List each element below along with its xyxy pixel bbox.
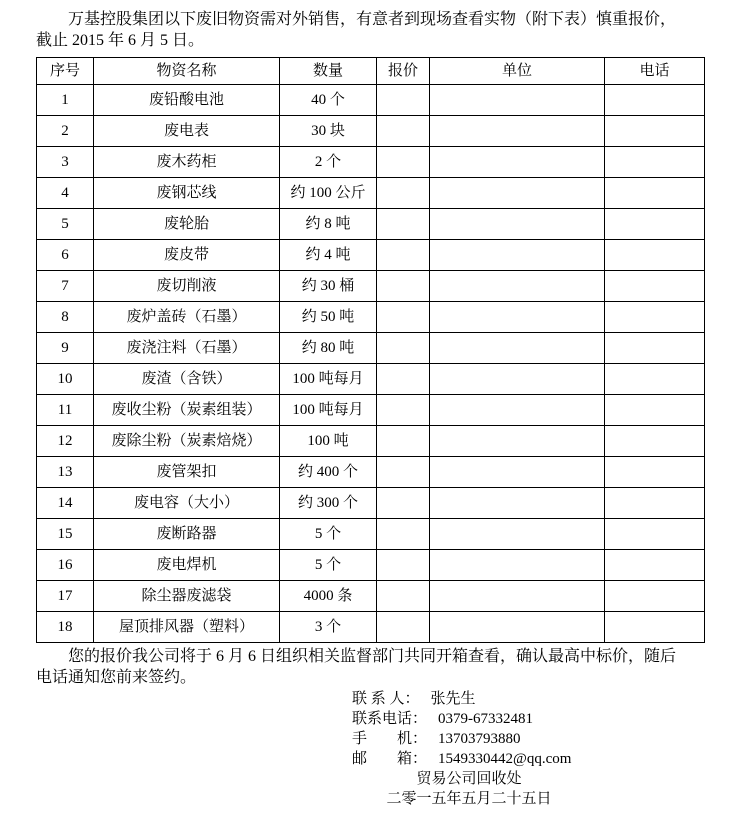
phone-cell: [605, 302, 705, 333]
quote-cell: [377, 519, 430, 550]
unit-cell: [430, 550, 605, 581]
table-row: [37, 581, 705, 612]
serial-number-cell: 14: [37, 488, 94, 519]
closing-line-1: 您的报价我公司将于 6 月 6 日组织相关监督部门共同开箱查看，确认最高中标价，随后: [68, 648, 677, 665]
phone-cell: [605, 426, 705, 457]
header-material-name: 物资名称: [94, 58, 280, 85]
material-name-cell: 废炉盖砖（石墨）: [94, 302, 280, 333]
intro-line-1: 万基控股集团以下废旧物资需对外销售，有意者到现场查看实物（附下表）慎重报价，: [68, 11, 677, 28]
quantity-cell: 100 吨每月: [280, 364, 377, 395]
phone-cell: [605, 85, 705, 116]
serial-number-cell: 15: [37, 519, 94, 550]
serial-number-cell: 4: [37, 178, 94, 209]
material-name-cell: 废除尘粉（炭素焙烧）: [94, 426, 280, 457]
table-row: [37, 488, 705, 519]
quote-cell: [377, 426, 430, 457]
phone-cell: [605, 271, 705, 302]
table-row: [37, 147, 705, 178]
phone-cell: [605, 488, 705, 519]
material-name-cell: 废电容（大小）: [94, 488, 280, 519]
contact-value: 0379-67332481: [438, 711, 534, 727]
contact-label: 手 机：: [352, 731, 428, 747]
contact-label: 联 系 人：: [352, 691, 420, 707]
header-phone: 电话: [605, 58, 705, 85]
phone-cell: [605, 612, 705, 643]
serial-number-cell: 18: [37, 612, 94, 643]
quantity-cell: 2 个: [280, 147, 377, 178]
material-name-cell: 废钢芯线: [94, 178, 280, 209]
unit-cell: [430, 116, 605, 147]
table-row: [37, 302, 705, 333]
table-row: [37, 333, 705, 364]
quantity-cell: 约 100 公斤: [280, 178, 377, 209]
header-serial-number: 序号: [37, 58, 94, 85]
intro-paragraph: [36, 9, 706, 51]
quantity-cell: 3 个: [280, 612, 377, 643]
material-name-cell: 废皮带: [94, 240, 280, 271]
serial-number-cell: 16: [37, 550, 94, 581]
unit-cell: [430, 333, 605, 364]
table-row: [37, 209, 705, 240]
table-row: [37, 364, 705, 395]
quote-cell: [377, 550, 430, 581]
quantity-cell: 约 400 个: [280, 457, 377, 488]
serial-number-cell: 12: [37, 426, 94, 457]
contact-row: [352, 709, 586, 729]
quote-cell: [377, 240, 430, 271]
quote-cell: [377, 395, 430, 426]
unit-cell: [430, 581, 605, 612]
header-quantity: 数量: [280, 58, 377, 85]
phone-cell: [605, 209, 705, 240]
header-quote: 报价: [377, 58, 430, 85]
quantity-cell: 约 50 吨: [280, 302, 377, 333]
date-line: 二零一五年五月二十五日: [386, 791, 552, 807]
quantity-cell: 5 个: [280, 519, 377, 550]
quote-cell: [377, 457, 430, 488]
quote-cell: [377, 116, 430, 147]
table-row: [37, 116, 705, 147]
quantity-cell: 约 30 桶: [280, 271, 377, 302]
material-name-cell: 废木药柜: [94, 147, 280, 178]
contact-label: 联系电话：: [352, 711, 428, 727]
material-name-cell: 除尘器废滤袋: [94, 581, 280, 612]
phone-cell: [605, 178, 705, 209]
quote-cell: [377, 364, 430, 395]
quote-cell: [377, 178, 430, 209]
serial-number-cell: 11: [37, 395, 94, 426]
table-row: [37, 519, 705, 550]
quote-cell: [377, 147, 430, 178]
table-row: [37, 612, 705, 643]
material-name-cell: 废管架扣: [94, 457, 280, 488]
quantity-cell: 4000 条: [280, 581, 377, 612]
quote-cell: [377, 488, 430, 519]
phone-cell: [605, 519, 705, 550]
unit-cell: [430, 85, 605, 116]
contact-row: [352, 689, 586, 709]
unit-cell: [430, 457, 605, 488]
material-name-cell: 废断路器: [94, 519, 280, 550]
quote-cell: [377, 612, 430, 643]
serial-number-cell: 2: [37, 116, 94, 147]
table-row: [37, 271, 705, 302]
serial-number-cell: 17: [37, 581, 94, 612]
unit-cell: [430, 147, 605, 178]
material-name-cell: 废电焊机: [94, 550, 280, 581]
unit-cell: [430, 426, 605, 457]
unit-cell: [430, 364, 605, 395]
table-row: [37, 85, 705, 116]
quantity-cell: 约 8 吨: [280, 209, 377, 240]
quantity-cell: 100 吨每月: [280, 395, 377, 426]
contact-block: [352, 689, 586, 809]
serial-number-cell: 9: [37, 333, 94, 364]
serial-number-cell: 5: [37, 209, 94, 240]
material-name-cell: 废切削液: [94, 271, 280, 302]
serial-number-cell: 3: [37, 147, 94, 178]
phone-cell: [605, 116, 705, 147]
serial-number-cell: 6: [37, 240, 94, 271]
contact-row: [352, 749, 586, 769]
material-name-cell: 废收尘粉（炭素组装）: [94, 395, 280, 426]
unit-cell: [430, 178, 605, 209]
header-unit: 单位: [430, 58, 605, 85]
unit-cell: [430, 519, 605, 550]
closing-paragraph: [36, 646, 706, 688]
materials-table: [36, 57, 705, 643]
serial-number-cell: 13: [37, 457, 94, 488]
quote-cell: [377, 271, 430, 302]
table-row: [37, 426, 705, 457]
quote-cell: [377, 85, 430, 116]
quote-cell: [377, 581, 430, 612]
phone-cell: [605, 457, 705, 488]
material-name-cell: 废浇注料（石墨）: [94, 333, 280, 364]
serial-number-cell: 10: [37, 364, 94, 395]
serial-number-cell: 7: [37, 271, 94, 302]
phone-cell: [605, 581, 705, 612]
material-name-cell: 废铅酸电池: [94, 85, 280, 116]
quote-cell: [377, 333, 430, 364]
unit-cell: [430, 395, 605, 426]
table-row: [37, 178, 705, 209]
table-row: [37, 550, 705, 581]
contact-value: 13703793880: [438, 731, 521, 747]
quantity-cell: 40 个: [280, 85, 377, 116]
phone-cell: [605, 364, 705, 395]
quantity-cell: 约 4 吨: [280, 240, 377, 271]
unit-cell: [430, 209, 605, 240]
phone-cell: [605, 333, 705, 364]
table-row: [37, 395, 705, 426]
unit-cell: [430, 612, 605, 643]
table-header-row: [37, 58, 705, 85]
serial-number-cell: 1: [37, 85, 94, 116]
quantity-cell: 约 80 吨: [280, 333, 377, 364]
quantity-cell: 30 块: [280, 116, 377, 147]
quote-cell: [377, 302, 430, 333]
material-name-cell: 废电表: [94, 116, 280, 147]
phone-cell: [605, 147, 705, 178]
material-name-cell: 屋顶排风器（塑料）: [94, 612, 280, 643]
quantity-cell: 5 个: [280, 550, 377, 581]
quantity-cell: 约 300 个: [280, 488, 377, 519]
table-row: [37, 457, 705, 488]
material-name-cell: 废轮胎: [94, 209, 280, 240]
quantity-cell: 100 吨: [280, 426, 377, 457]
contact-row: [352, 729, 586, 749]
phone-cell: [605, 550, 705, 581]
department-line: 贸易公司回收处: [416, 771, 522, 787]
table-body: [37, 85, 705, 643]
unit-cell: [430, 240, 605, 271]
contact-label: 邮 箱：: [352, 751, 428, 767]
serial-number-cell: 8: [37, 302, 94, 333]
table-row: [37, 240, 705, 271]
unit-cell: [430, 302, 605, 333]
unit-cell: [430, 271, 605, 302]
contact-value: 1549330442@qq.com: [438, 751, 572, 767]
intro-line-2: 截止 2015 年 6 月 5 日。: [36, 32, 205, 49]
material-name-cell: 废渣（含铁）: [94, 364, 280, 395]
phone-cell: [605, 240, 705, 271]
unit-cell: [430, 488, 605, 519]
contact-value: 张先生: [430, 691, 476, 707]
quote-cell: [377, 209, 430, 240]
closing-line-2: 电话通知您前来签约。: [36, 669, 197, 686]
phone-cell: [605, 395, 705, 426]
